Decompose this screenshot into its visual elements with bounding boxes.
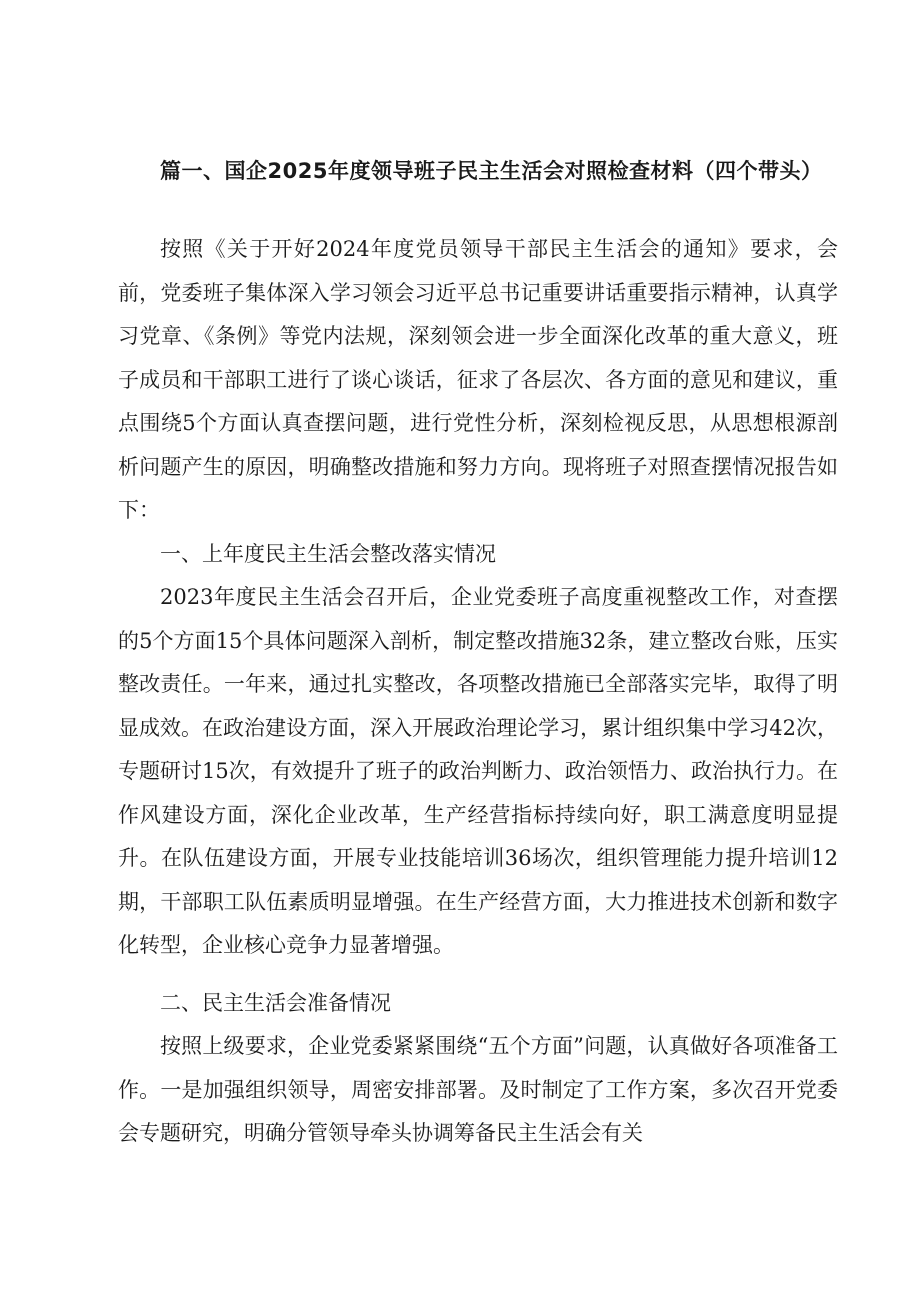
document-title: 篇一、国企2025年度领导班子民主生活会对照检查材料（四个带头） — [160, 159, 823, 183]
section-1-heading: 一、上年度民主生活会整改落实情况 — [160, 541, 496, 566]
intro-paragraph: 按照《关于开好2024年度党员领导干部民主生活会的通知》要求，会前，党委班子集体深入学习领会习近平总书记重要讲话重要指示精神，认真学习党章、《条例》等党内法规，深刻领会进一步全面深化改革的重大意义，班子成员和干部职工进行了谈心谈话，征求了各层次、各方面的意见和建议，重点围绕5个方面认真查摆问题，进行党性分析，深刻检视反思，从思想根源剖析问题产生的原因，明确整改措施和努力方向。现将班子对照查摆情况报告如下： — [118, 237, 838, 522]
section-1-paragraph: 2023年度民主生活会召开后，企业党委班子高度重视整改工作，对查摆的5个方面15个具体问题深入剖析，制定整改措施32条，建立整改台账，压实整改责任。一年来，通过扎实整改，各项整改措施已全部落实完毕，取得了明显成效。在政治建设方面，深入开展政治理论学习，累计组织集中学习42次，专题研讨15次，有效提升了班子的政治判断力、政治领悟力、政治执行力。在作风建设方面，深化企业改革，生产经营指标持续向好，职工满意度明显提升。在队伍建设方面，开展专业技能培训36场次，组织管理能力提升培训12期，干部职工队伍素质明显增强。在生产经营方面，大力推进技术创新和数字化转型，企业核心竞争力显著增强。 — [118, 585, 838, 957]
section-2-heading: 二、民主生活会准备情况 — [160, 990, 391, 1015]
document-body — [118, 228, 838, 1156]
section-2-paragraph: 按照上级要求，企业党委紧紧围绕“五个方面”问题，认真做好各项准备工作。一是加强组织领导，周密安排部署。及时制定了工作方案，多次召开党委会专题研究，明确分管领导牵头协调筹备民主生活会有关 — [118, 1034, 838, 1145]
